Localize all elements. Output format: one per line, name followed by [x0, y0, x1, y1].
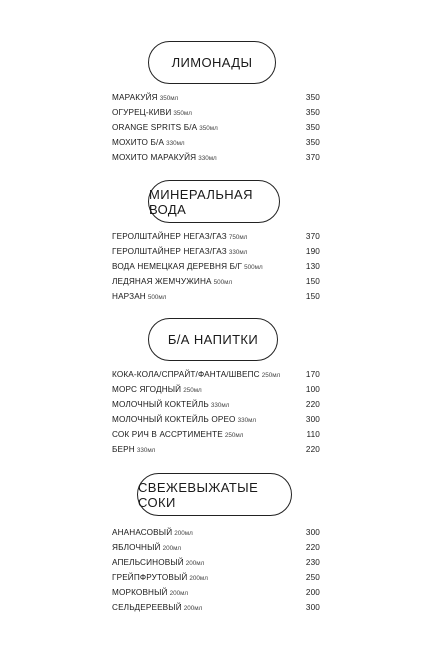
- menu-item: [112, 135, 320, 150]
- menu-item: [112, 600, 320, 615]
- item-volume: 200мл: [185, 560, 205, 567]
- menu-item: [112, 570, 320, 585]
- menu-item: [112, 244, 320, 259]
- menu-item: [112, 229, 320, 244]
- item-name: МОЛОЧНЫЙ КОКТЕЙЛЬ ОРЕО: [112, 415, 236, 424]
- item-price: 300: [305, 415, 320, 424]
- menu-item: [112, 540, 320, 555]
- item-volume: 250мл: [261, 372, 281, 379]
- item-volume: 500мл: [147, 294, 167, 301]
- menu-item: [112, 585, 320, 600]
- item-name: ЛЕДЯНАЯ ЖЕМЧУЖИНА: [112, 277, 212, 286]
- section-title-fresh-juices: СВЕЖЕВЫЖАТЫЕ СОКИ: [137, 473, 292, 516]
- item-volume: 330мл: [166, 140, 185, 147]
- item-volume: 200мл: [189, 575, 208, 582]
- item-price: 200: [305, 588, 320, 597]
- item-name: ГРЕЙПФРУТОВЫЙ: [112, 573, 188, 582]
- section-title-lemonades: ЛИМОНАДЫ: [148, 41, 276, 84]
- item-name: ЯБЛОЧНЫЙ: [112, 543, 161, 552]
- item-price: 150: [305, 292, 320, 301]
- menu-item: [112, 105, 320, 120]
- menu-item: [112, 367, 320, 382]
- item-price: 130: [305, 262, 320, 271]
- item-name: ВОДА НЕМЕЦКАЯ ДЕРЕВНЯ Б/Г: [112, 262, 243, 271]
- item-volume: 750мл: [228, 234, 248, 241]
- item-name: АПЕЛЬСИНОВЫЙ: [112, 558, 184, 567]
- item-price: 300: [305, 603, 320, 612]
- item-volume: 200мл: [183, 605, 203, 612]
- item-name: БЕРН: [112, 445, 135, 454]
- item-name: МОХИТО Б/А: [112, 138, 165, 147]
- item-price: 300: [305, 528, 320, 537]
- item-name: МОРКОВНЫЙ: [112, 588, 168, 597]
- item-name: СОК РИЧ В АССРТИМЕНТЕ: [112, 430, 223, 439]
- item-volume: 250мл: [224, 432, 244, 439]
- item-price: 350: [305, 108, 320, 117]
- item-name: СЕЛЬДЕРЕЕВЫЙ: [112, 603, 182, 612]
- item-name: МОЛОЧНЫЙ КОКТЕЙЛЬ: [112, 400, 209, 409]
- item-volume: 200мл: [169, 590, 189, 597]
- item-price: 350: [305, 138, 320, 147]
- section-title-soft-drinks: Б/А НАПИТКИ: [148, 318, 278, 361]
- menu-item: [112, 289, 320, 304]
- section-title-mineral-water: МИНЕРАЛЬНАЯ ВОДА: [148, 180, 280, 223]
- menu-item: [112, 397, 320, 412]
- item-price: 220: [305, 543, 320, 552]
- menu-item: [112, 90, 320, 105]
- menu-item: [112, 382, 320, 397]
- item-price: 150: [305, 277, 320, 286]
- item-name: ГЕРОЛШТАЙНЕР НЕГАЗ/ГАЗ: [112, 247, 227, 256]
- item-price: 220: [305, 400, 320, 409]
- fresh-juices-list: [112, 525, 320, 615]
- item-name: НАРЗАН: [112, 292, 146, 301]
- menu-item: [112, 555, 320, 570]
- item-name: МОРС ЯГОДНЫЙ: [112, 385, 182, 394]
- item-volume: 500мл: [244, 264, 263, 271]
- menu-item: [112, 259, 320, 274]
- item-price: 370: [305, 232, 320, 241]
- item-name: ORANGE SPRITS Б/А: [112, 123, 198, 132]
- item-name: ГЕРОЛШТАЙНЕР НЕГАЗ/ГАЗ: [112, 232, 227, 241]
- item-volume: 350мл: [199, 125, 218, 132]
- item-name: КОКА-КОЛА/СПРАЙТ/ФАНТА/ШВЕПС: [112, 370, 260, 379]
- item-volume: 330мл: [198, 155, 217, 162]
- item-name: МОХИТО МАРАКУЙЯ: [112, 153, 197, 162]
- item-volume: 330мл: [210, 402, 230, 409]
- item-name: МАРАКУЙЯ: [112, 93, 158, 102]
- item-volume: 330мл: [237, 417, 257, 424]
- menu-item: [112, 274, 320, 289]
- item-volume: 500мл: [213, 279, 233, 286]
- menu-item: [112, 412, 320, 427]
- item-volume: 350мл: [173, 110, 192, 117]
- item-price: 170: [305, 370, 320, 379]
- menu-item: [112, 442, 320, 457]
- item-volume: 250мл: [183, 387, 202, 394]
- menu-item: [112, 120, 320, 135]
- item-price: 230: [305, 558, 320, 567]
- menu-item: [112, 525, 320, 540]
- item-price: 220: [305, 445, 320, 454]
- item-price: 190: [305, 247, 320, 256]
- item-price: 250: [305, 573, 320, 582]
- menu-item: [112, 427, 320, 442]
- mineral-water-list: [112, 229, 320, 304]
- item-volume: 200мл: [174, 530, 193, 537]
- item-volume: 350мл: [159, 95, 179, 102]
- item-volume: 200мл: [162, 545, 182, 552]
- soft-drinks-list: [112, 367, 320, 457]
- menu-item: [112, 150, 320, 165]
- item-price: 370: [305, 153, 320, 162]
- item-name: ОГУРЕЦ-КИВИ: [112, 108, 172, 117]
- item-price: 350: [305, 123, 320, 132]
- lemonades-list: [112, 90, 320, 165]
- item-name: АНАНАСОВЫЙ: [112, 528, 173, 537]
- item-volume: 330мл: [136, 447, 156, 454]
- item-price: 100: [305, 385, 320, 394]
- item-volume: 330мл: [228, 249, 248, 256]
- item-price: 110: [306, 430, 320, 439]
- item-price: 350: [305, 93, 320, 102]
